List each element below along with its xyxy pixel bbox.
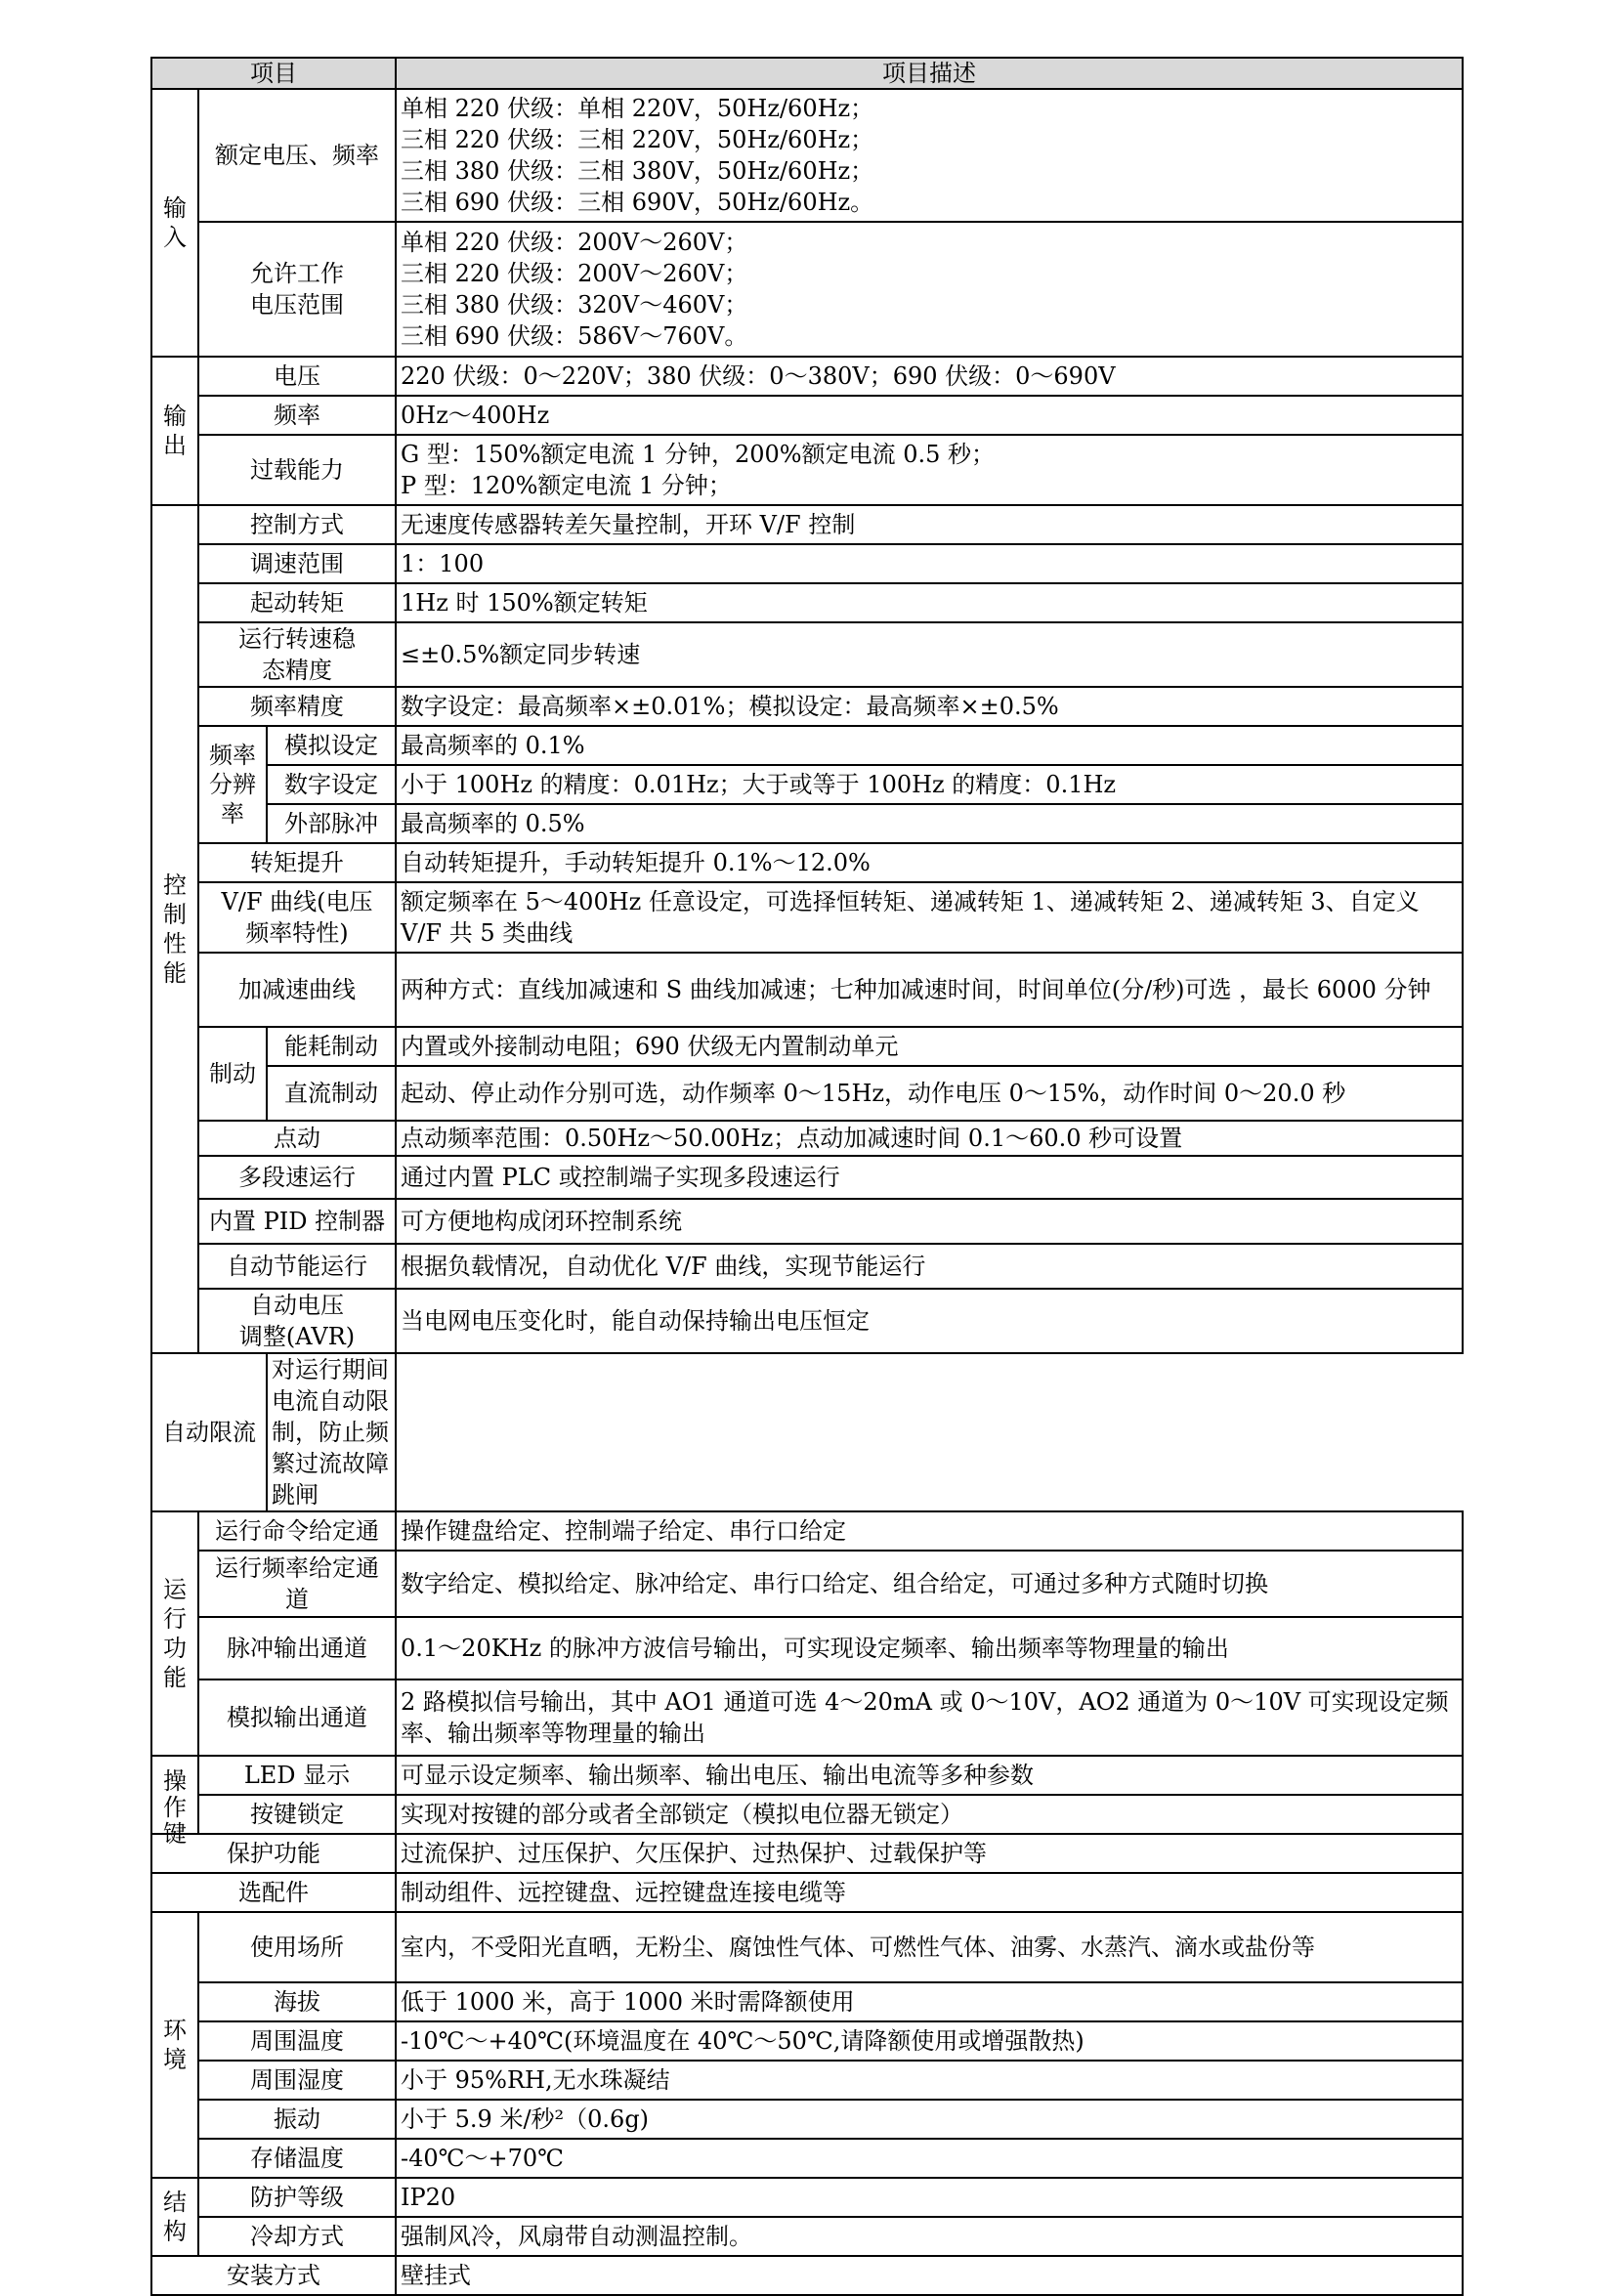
table-row (151, 1289, 1463, 1353)
row-desc: 制动组件、远控键盘、远控键盘连接电缆等 (396, 1873, 1463, 1912)
table-row (151, 1912, 1463, 1982)
row-label: 过载能力 (198, 435, 396, 505)
row-desc: 无速度传感器转差矢量控制，开环 V/F 控制 (396, 505, 1463, 544)
row-label: 振动 (198, 2100, 396, 2139)
row-desc: 220 伏级：0～220V；380 伏级：0～380V；690 伏级：0～690V (396, 357, 1463, 396)
table-row (151, 1795, 1463, 1834)
table-row (151, 1066, 1463, 1121)
row-label: 允许工作 电压范围 (198, 222, 396, 357)
row-desc: 通过内置 PLC 或控制端子实现多段速运行 (396, 1156, 1463, 1199)
row-label: 冷却方式 (198, 2217, 396, 2256)
row-desc: 操作键盘给定、控制端子给定、串行口给定 (396, 1511, 1463, 1551)
row-label: 运行命令给定通 (198, 1511, 396, 1551)
table-row (151, 2217, 1463, 2256)
row-label: 选配件 (151, 1873, 396, 1912)
table-row (151, 1679, 1463, 1756)
row-desc: -10℃～+40℃(环境温度在 40℃～50℃,请降额使用或增强散热) (396, 2021, 1463, 2061)
row-desc: 壁挂式 (396, 2256, 1463, 2295)
row-desc: 数字给定、模拟给定、脉冲给定、串行口给定、组合给定，可通过多种方式随时切换 (396, 1551, 1463, 1617)
table-row (151, 544, 1463, 583)
row-desc: 2 路模拟信号输出，其中 AO1 通道可选 4～20mA 或 0～10V，AO2 通道为 0～10V 可实现设定频率、输出频率等物理量的输出 (396, 1679, 1463, 1756)
table-row (151, 1156, 1463, 1199)
row-desc: 1Hz 时 150%额定转矩 (396, 583, 1463, 622)
table-row (151, 1121, 1463, 1156)
row-label: 额定电压、频率 (198, 89, 396, 222)
table-row (151, 89, 1463, 222)
row-label: 能耗制动 (267, 1027, 396, 1066)
table-row (151, 953, 1463, 1027)
table-row (151, 357, 1463, 396)
table-row (151, 1027, 1463, 1066)
row-desc: 点动频率范围：0.50Hz～50.00Hz；点动加减速时间 0.1～60.0 秒可设置 (396, 1121, 1463, 1156)
table-row (151, 687, 1463, 726)
group-env: 环境 (151, 1912, 198, 2178)
header-item: 项目 (151, 58, 396, 89)
row-label: 自动电压 调整(AVR) (198, 1289, 396, 1353)
row-label: 按键锁定 (198, 1795, 396, 1834)
row-label: 数字设定 (267, 765, 396, 804)
row-desc: 单相 220 伏级：200V～260V； 三相 220 伏级：200V～260V； 三相 380 伏级：320V～460V； 三相 690 伏级：586V～760V。 (396, 222, 1463, 357)
row-desc: 单相 220 伏级：单相 220V，50Hz/60Hz； 三相 220 伏级：三相 220V，50Hz/60Hz； 三相 380 伏级：三相 380V，50Hz/60Hz； 三相 690 伏级：三相 690V，50Hz/60Hz。 (396, 89, 1463, 222)
row-label: 自动节能运行 (198, 1244, 396, 1289)
row-desc: ≤±0.5%额定同步转速 (396, 622, 1463, 687)
table-row (151, 1353, 1463, 1511)
row-label: 防护等级 (198, 2178, 396, 2217)
row-desc: 0.1～20KHz 的脉冲方波信号输出，可实现设定频率、输出频率等物理量的输出 (396, 1617, 1463, 1679)
table-row (151, 1199, 1463, 1244)
group-struct: 结构 (151, 2178, 198, 2256)
row-desc: 内置或外接制动电阻；690 伏级无内置制动单元 (396, 1027, 1463, 1066)
row-label: LED 显示 (198, 1756, 396, 1795)
row-desc: 可方便地构成闭环控制系统 (396, 1199, 1463, 1244)
header-desc: 项目描述 (396, 58, 1463, 89)
spec-table (150, 57, 1464, 2296)
group-control: 控制性能 (151, 505, 198, 1353)
row-label: V/F 曲线(电压 频率特性) (198, 882, 396, 953)
row-label: 内置 PID 控制器 (198, 1199, 396, 1244)
table-row (151, 1511, 1463, 1551)
row-label: 运行频率给定通 道 (198, 1551, 396, 1617)
row-label: 外部脉冲 (267, 804, 396, 843)
table-row (151, 882, 1463, 953)
table-row (151, 505, 1463, 544)
table-row (151, 1244, 1463, 1289)
row-desc: 实现对按键的部分或者全部锁定（模拟电位器无锁定） (396, 1795, 1463, 1834)
row-desc: 起动、停止动作分别可选，动作频率 0～15Hz，动作电压 0～15%，动作时间 0～20.0 秒 (396, 1066, 1463, 1121)
table-row (151, 1756, 1463, 1795)
row-label: 电压 (198, 357, 396, 396)
row-desc: 额定频率在 5～400Hz 任意设定，可选择恒转矩、递减转矩 1、递减转矩 2、递减转矩 3、自定义 V/F 共 5 类曲线 (396, 882, 1463, 953)
table-row (151, 583, 1463, 622)
group-run: 运行功能 (151, 1511, 198, 1756)
row-desc: 过流保护、过压保护、欠压保护、过热保护、过载保护等 (396, 1834, 1463, 1873)
table-row (151, 2100, 1463, 2139)
row-label: 多段速运行 (198, 1156, 396, 1199)
row-desc: IP20 (396, 2178, 1463, 2217)
row-label: 控制方式 (198, 505, 396, 544)
row-desc: -40℃～+70℃ (396, 2139, 1463, 2178)
row-label: 存储温度 (198, 2139, 396, 2178)
row-desc: 对运行期间电流自动限制，防止频繁过流故障跳闸 (267, 1353, 396, 1511)
row-label: 频率精度 (198, 687, 396, 726)
table-row (151, 765, 1463, 804)
row-desc: 可显示设定频率、输出频率、输出电压、输出电流等多种参数 (396, 1756, 1463, 1795)
table-row (151, 1982, 1463, 2021)
row-label: 模拟输出通道 (198, 1679, 396, 1756)
row-label: 使用场所 (198, 1912, 396, 1982)
table-row (151, 804, 1463, 843)
row-label: 转矩提升 (198, 843, 396, 882)
row-label: 周围湿度 (198, 2061, 396, 2100)
row-desc: 数字设定：最高频率×±0.01%；模拟设定：最高频率×±0.5% (396, 687, 1463, 726)
group-input: 输入 (151, 89, 198, 357)
row-desc: 两种方式：直线加减速和 S 曲线加减速；七种加减速时间，时间单位(分/秒)可选 ，最长 6000 分钟 (396, 953, 1463, 1027)
row-label: 直流制动 (267, 1066, 396, 1121)
row-label: 起动转矩 (198, 583, 396, 622)
table-row (151, 2256, 1463, 2295)
row-desc: 小于 100Hz 的精度：0.01Hz；大于或等于 100Hz 的精度：0.1Hz (396, 765, 1463, 804)
group-freq-res: 频率分辨率 (198, 726, 267, 843)
table-row (151, 2139, 1463, 2178)
table-row (151, 396, 1463, 435)
row-label: 安装方式 (151, 2256, 396, 2295)
table-row (151, 2021, 1463, 2061)
table-row (151, 843, 1463, 882)
row-desc: 0Hz～400Hz (396, 396, 1463, 435)
row-desc: 最高频率的 0.5% (396, 804, 1463, 843)
row-label: 自动限流 (151, 1353, 267, 1511)
group-operate: 操作键 (151, 1756, 198, 1834)
row-desc: 当电网电压变化时，能自动保持输出电压恒定 (396, 1289, 1463, 1353)
row-desc: G 型：150%额定电流 1 分钟，200%额定电流 0.5 秒； P 型：120%额定电流 1 分钟； (396, 435, 1463, 505)
row-desc: 小于 95%RH,无水珠凝结 (396, 2061, 1463, 2100)
row-desc: 根据负载情况，自动优化 V/F 曲线，实现节能运行 (396, 1244, 1463, 1289)
table-row (151, 622, 1463, 687)
table-row (151, 1834, 1463, 1873)
row-label: 模拟设定 (267, 726, 396, 765)
row-label: 加减速曲线 (198, 953, 396, 1027)
row-desc: 强制风冷，风扇带自动测温控制。 (396, 2217, 1463, 2256)
table-row (151, 2061, 1463, 2100)
group-brake: 制动 (198, 1027, 267, 1121)
table-header-row (151, 58, 1463, 89)
table-row (151, 726, 1463, 765)
row-desc: 自动转矩提升，手动转矩提升 0.1%～12.0% (396, 843, 1463, 882)
row-label: 运行转速稳 态精度 (198, 622, 396, 687)
table-row (151, 435, 1463, 505)
table-row (151, 1617, 1463, 1679)
row-label: 海拔 (198, 1982, 396, 2021)
row-label: 调速范围 (198, 544, 396, 583)
row-desc: 最高频率的 0.1% (396, 726, 1463, 765)
row-label: 保护功能 (151, 1834, 396, 1873)
table-row (151, 1551, 1463, 1617)
row-desc: 小于 5.9 米/秒²（0.6g) (396, 2100, 1463, 2139)
table-row (151, 2178, 1463, 2217)
row-desc: 室内，不受阳光直晒，无粉尘、腐蚀性气体、可燃性气体、油雾、水蒸汽、滴水或盐份等 (396, 1912, 1463, 1982)
table-row (151, 222, 1463, 357)
row-label: 周围温度 (198, 2021, 396, 2061)
row-label: 点动 (198, 1121, 396, 1156)
group-output: 输出 (151, 357, 198, 505)
row-label: 脉冲输出通道 (198, 1617, 396, 1679)
row-label: 频率 (198, 396, 396, 435)
row-desc: 低于 1000 米，高于 1000 米时需降额使用 (396, 1982, 1463, 2021)
table-row (151, 1873, 1463, 1912)
row-desc: 1：100 (396, 544, 1463, 583)
